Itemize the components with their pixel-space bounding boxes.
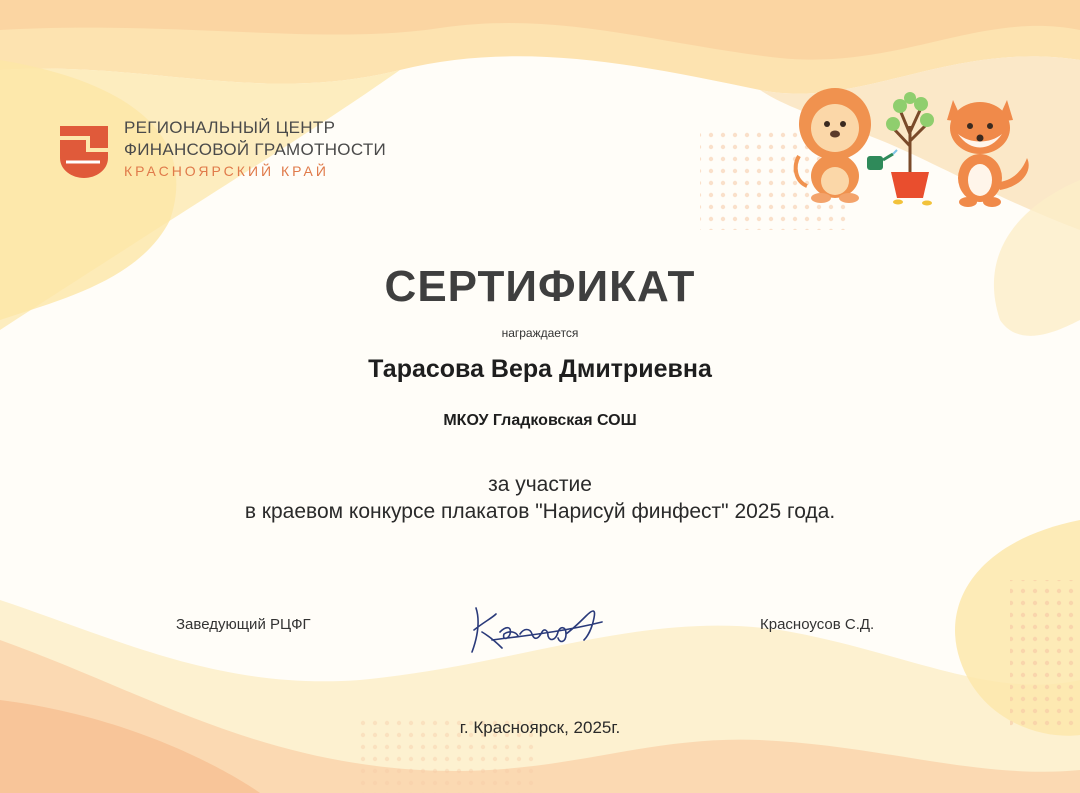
signatory-position: Заведующий РЦФГ: [176, 616, 311, 633]
org-name-line1: РЕГИОНАЛЬНЫЙ ЦЕНТР: [124, 118, 336, 137]
money-tree-icon: [886, 92, 934, 206]
org-name-line2: ФИНАНСОВОЙ ГРАМОТНОСТИ: [124, 140, 387, 159]
org-region: КРАСНОЯРСКИЙ КРАЙ: [124, 163, 329, 179]
handwritten-signature: [462, 596, 612, 658]
reason-line-1: за участие: [488, 473, 592, 496]
reason-line-2: в краевом конкурсе плакатов "Нарисуй финфест" 2025 года.: [244, 500, 836, 523]
place-and-date: г. Красноярск, 2025г.: [459, 718, 621, 737]
lion-mascot-icon: [796, 88, 871, 203]
logo-mark-icon: [60, 122, 108, 178]
mascots-illustration: [785, 86, 1035, 211]
certificate-title: СЕРТИФИКАТ: [384, 262, 696, 311]
recipient-name: Тарасова Вера Дмитриевна: [368, 355, 712, 383]
organization-logo: [60, 118, 420, 188]
watering-can-icon: [867, 150, 897, 170]
fox-mascot-icon: [947, 100, 1029, 207]
signatory-name: Красноусов С.Д.: [760, 616, 875, 633]
recipient-school: МКОУ Гладковская СОШ: [443, 412, 637, 429]
awarded-label: награждается: [501, 326, 579, 340]
